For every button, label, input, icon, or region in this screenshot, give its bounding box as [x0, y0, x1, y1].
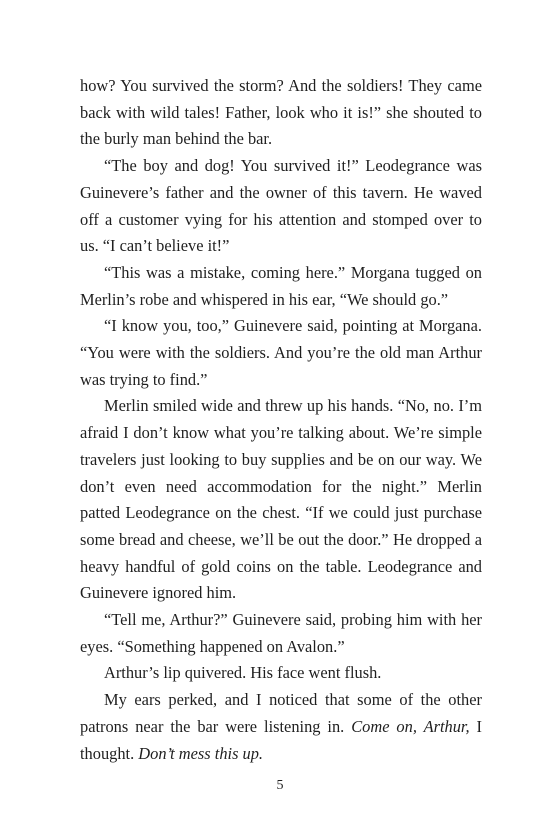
paragraph-1: how? You survived the storm? And the soldiers! They came back with wild tales! Father, look who it is!” she shouted to the burly man behind the bar. — [80, 76, 482, 149]
paragraph-8-italic-phrase-2: Don’t mess this up. — [138, 743, 264, 763]
paragraph-5: Merlin smiled wide and threw up his hands. “No, no. I’m afraid I don’t know what you’re talking about. We’re simple travelers just looking to buy supplies and be on our way. We don’t even need accommodation for the night.” Merlin patted Leodegrance on the chest. “If we could just purchase some bread and cheese, we’ll be out the door.” He dropped a heavy handful of gold coins on the table. Leodegrance and Guinevere ignored him. — [80, 396, 482, 603]
paragraph-7: Arthur’s lip quivered. His face went flush. — [104, 663, 382, 683]
paragraph-8 — [80, 687, 482, 767]
paragraph-3: “This was a mistake, coming here.” Morgana tugged on Merlin’s robe and whispered in his ear, “We should go.” — [80, 262, 482, 309]
paragraph-8-text-start: My ears perked, and I noticed that some of the other patrons near the bar were listening in. — [80, 690, 482, 736]
page-number: 5 — [276, 778, 284, 793]
paragraph-4: “I know you, too,” Guinevere said, pointing at Morgana. “You were with the soldiers. And you’re the old man Arthur was trying to find.” — [80, 316, 482, 389]
paragraph-6: “Tell me, Arthur?” Guinevere said, probing him with her eyes. “Something happened on Avalon.” — [80, 610, 482, 656]
paragraph-2: “The boy and dog! You survived it!” Leodegrance was Guinevere’s father and the owner of this tavern. He waved off a customer vying for his attention and stomped over to us. “I can’t believe it!” — [80, 156, 482, 256]
paragraph-8-text-middle: I thought. — [80, 716, 482, 763]
paragraph-8-italic-phrase-1: Come on, Arthur, — [351, 716, 470, 736]
body-text — [80, 73, 482, 767]
